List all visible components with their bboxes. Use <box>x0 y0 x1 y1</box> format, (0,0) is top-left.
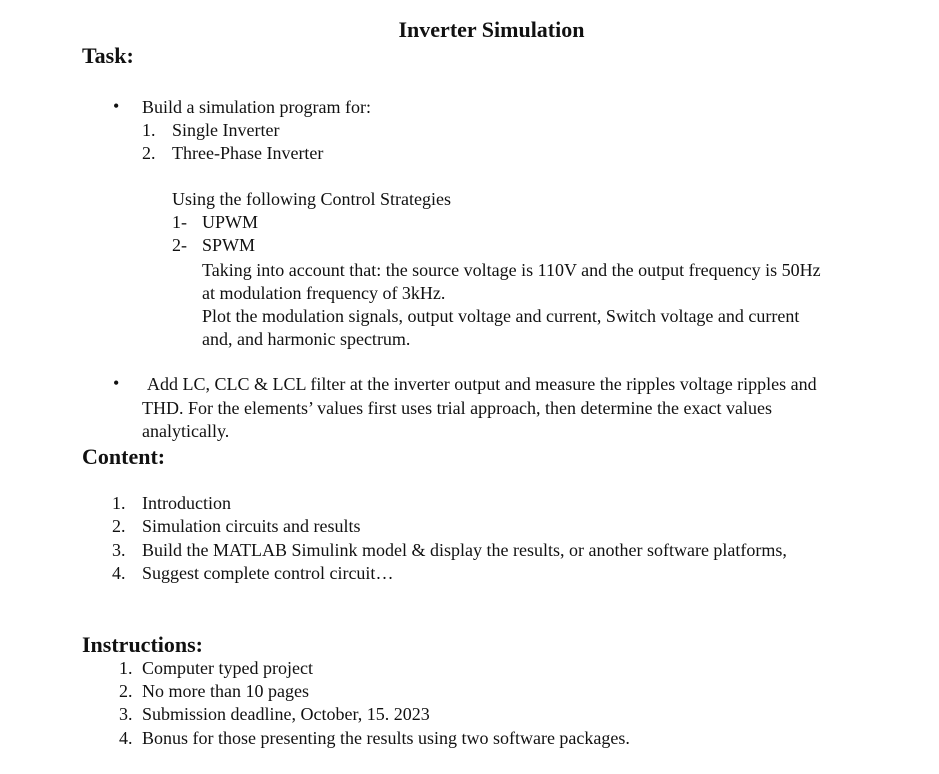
strategies-intro: Using the following Control Strategies <box>172 189 451 209</box>
instruction-item: Submission deadline, October, 15. 2023 <box>142 704 430 724</box>
instruction-item: Bonus for those presenting the results using two software packages. <box>142 728 630 748</box>
strategy-number: 1- <box>172 212 187 232</box>
instruction-item-number: 3. <box>119 704 133 724</box>
inverter-item-number: 1. <box>142 120 156 140</box>
task-heading: Task: <box>82 43 134 68</box>
note-line: and, and harmonic spectrum. <box>202 329 411 349</box>
note-line: at modulation frequency of 3kHz. <box>202 283 446 303</box>
content-item-number: 3. <box>112 540 126 560</box>
content-item: Simulation circuits and results <box>142 516 361 536</box>
build-program-intro: Build a simulation program for: <box>142 97 371 117</box>
inverter-item: Three-Phase Inverter <box>172 143 324 163</box>
inverter-item: Single Inverter <box>172 120 280 140</box>
content-item-number: 1. <box>112 493 126 513</box>
content-item: Suggest complete control circuit… <box>142 563 394 583</box>
content-item: Introduction <box>142 493 231 513</box>
bullet-icon: • <box>113 373 120 393</box>
strategy-item: SPWM <box>202 235 256 255</box>
content-item: Build the MATLAB Simulink model & display the results, or another software platforms, <box>142 540 787 560</box>
instruction-item-number: 1. <box>119 658 133 678</box>
note-line: Plot the modulation signals, output voltage and current, Switch voltage and current <box>202 306 800 326</box>
content-heading: Content: <box>82 444 166 469</box>
content-item-number: 2. <box>112 516 126 536</box>
note-line: Taking into account that: the source voltage is 110V and the output frequency is 50Hz <box>202 260 821 280</box>
strategy-number: 2- <box>172 235 187 255</box>
instructions-heading: Instructions: <box>82 632 204 657</box>
instruction-item: No more than 10 pages <box>142 681 309 701</box>
instruction-item-number: 2. <box>119 681 133 701</box>
document-title: Inverter Simulation <box>398 17 585 42</box>
instruction-item: Computer typed project <box>142 658 313 678</box>
bullet-icon: • <box>113 96 120 116</box>
filter-task-line: analytically. <box>142 421 230 441</box>
content-item-number: 4. <box>112 563 126 583</box>
filter-task-line: THD. For the elements’ values first uses trial approach, then determine the exact values <box>142 398 772 418</box>
inverter-item-number: 2. <box>142 143 156 163</box>
filter-task-line: Add LC, CLC & LCL filter at the inverter output and measure the ripples voltage ripples and <box>147 374 817 394</box>
strategy-item: UPWM <box>202 212 259 232</box>
instruction-item-number: 4. <box>119 728 133 748</box>
